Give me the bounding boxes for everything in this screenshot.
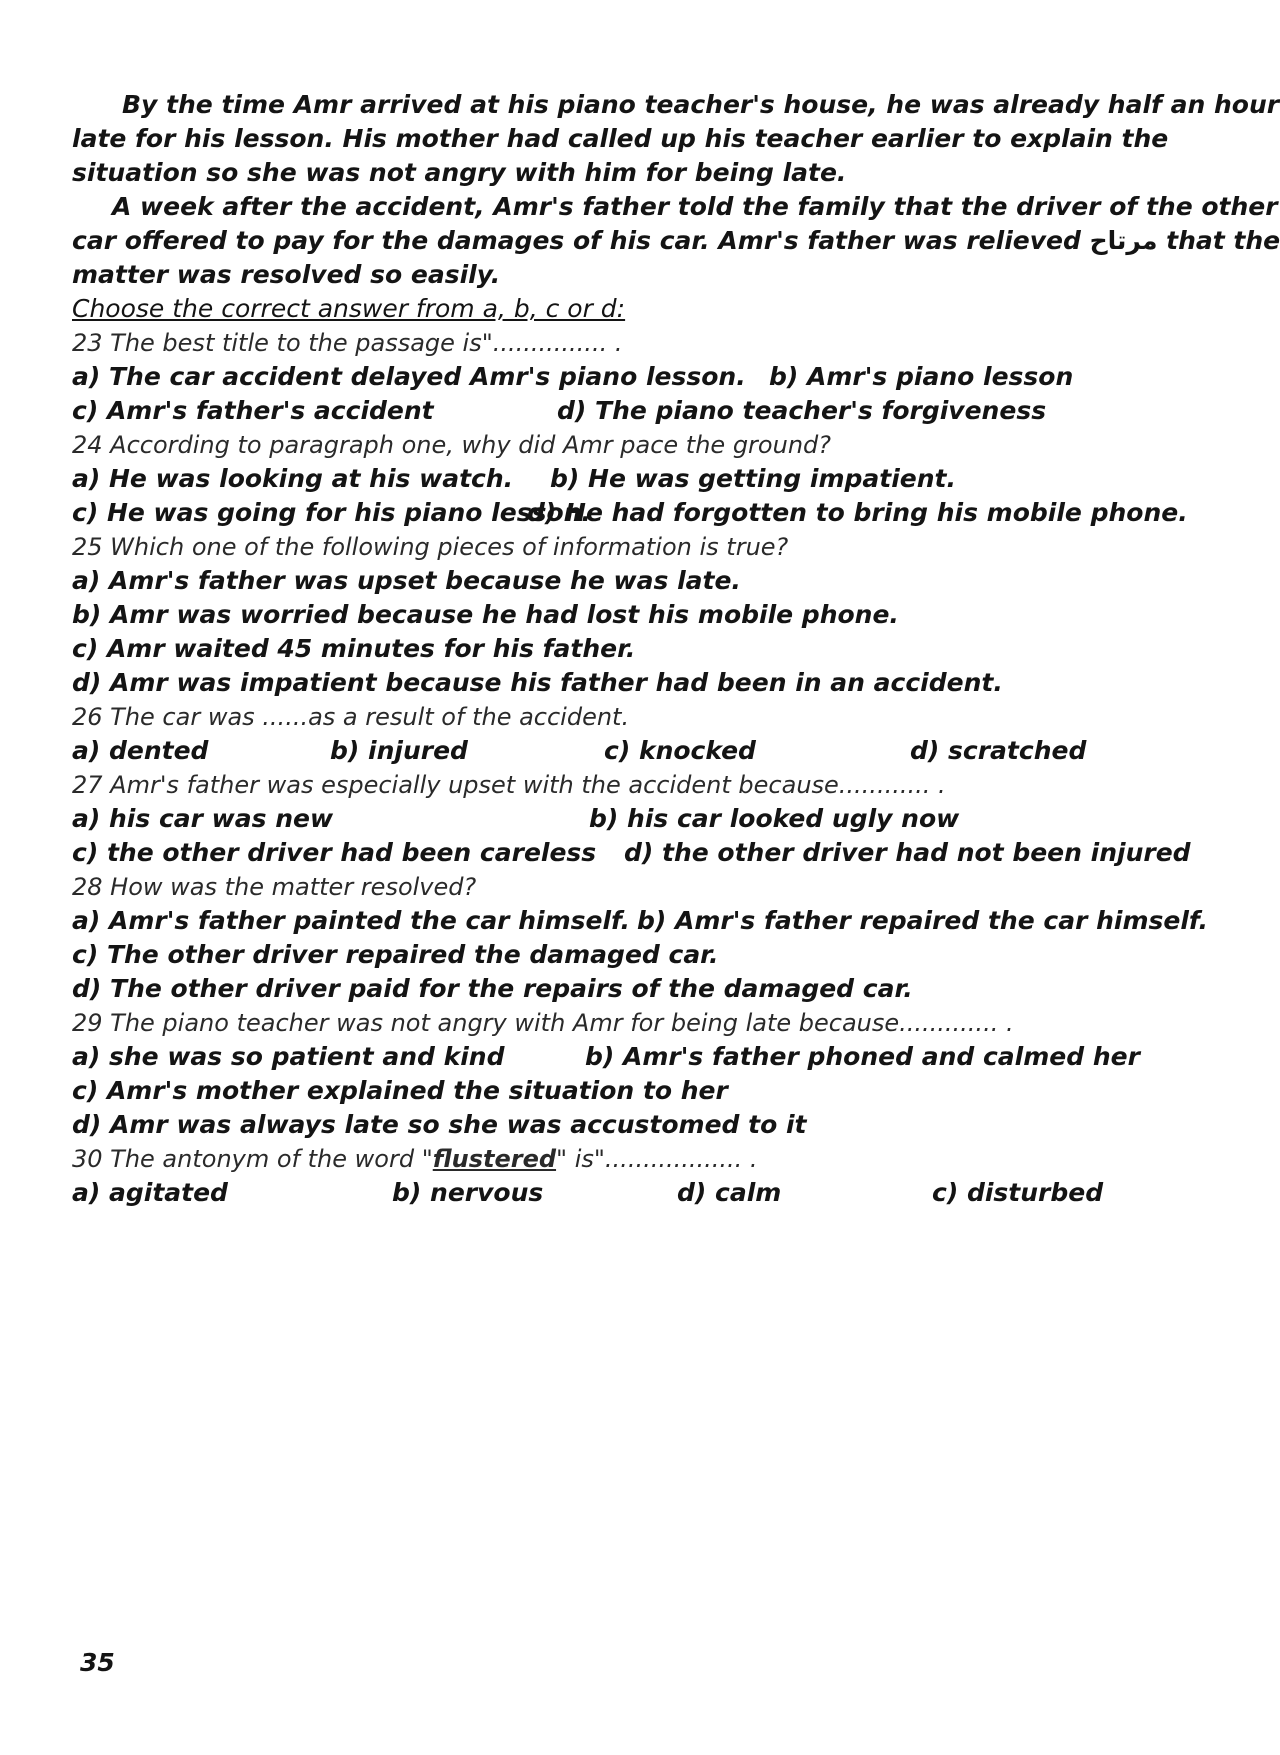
q25-option-d[interactable]: d) Amr was impatient because his father had been in an accident. bbox=[72, 668, 1003, 697]
question-24-options-row2 bbox=[72, 496, 1188, 530]
q28-option-b[interactable]: b) Amr's father repaired the car himself. bbox=[637, 906, 1208, 935]
question-23-stem: 23 The best title to the passage is"............... . bbox=[72, 329, 623, 357]
passage-p2-line3: matter was resolved so easily. bbox=[72, 260, 501, 289]
passage-p2-line2-end: that the bbox=[1166, 226, 1280, 255]
question-29-stem: 29 The piano teacher was not angry with Amr for being late because............. . bbox=[72, 1009, 1014, 1037]
q24-option-b[interactable]: b) He was getting impatient. bbox=[550, 464, 956, 493]
question-26-stem: 26 The car was ......as a result of the accident. bbox=[72, 703, 630, 731]
q25-option-b[interactable]: b) Amr was worried because he had lost his mobile phone. bbox=[72, 600, 899, 629]
q29-option-a[interactable]: a) she was so patient and kind bbox=[72, 1042, 505, 1071]
q26-option-c[interactable]: c) knocked bbox=[604, 736, 756, 765]
q29-option-c[interactable]: c) Amr's mother explained the situation to her bbox=[72, 1076, 728, 1105]
q23-option-b[interactable]: b) Amr's piano lesson bbox=[769, 362, 1074, 391]
question-29-options-row1 bbox=[72, 1040, 1182, 1074]
q23-option-c[interactable]: c) Amr's father's accident bbox=[72, 396, 434, 425]
q30-stem-end: " is".................. . bbox=[556, 1145, 758, 1173]
question-27-options-row2 bbox=[72, 836, 1191, 870]
q30-option-d[interactable]: c) disturbed bbox=[932, 1178, 1104, 1207]
instruction-heading: Choose the correct answer from a, b, c or d: bbox=[72, 294, 626, 323]
q30-keyword: flustered bbox=[432, 1145, 557, 1173]
worksheet-page bbox=[72, 88, 1280, 1210]
question-24-stem: 24 According to paragraph one, why did Amr pace the ground? bbox=[72, 431, 831, 459]
passage-p2-line1: A week after the accident, Amr's father told the family that the driver of the other bbox=[112, 192, 1278, 221]
q27-option-a[interactable]: a) his car was new bbox=[72, 804, 334, 833]
q24-option-c[interactable]: c) He was going for his piano lesson. bbox=[72, 498, 591, 527]
question-27-options-row1 bbox=[72, 802, 1182, 836]
q27-option-c[interactable]: c) the other driver had been careless bbox=[72, 838, 597, 867]
question-28-stem: 28 How was the matter resolved? bbox=[72, 873, 477, 901]
q28-option-c[interactable]: c) The other driver repaired the damaged car. bbox=[72, 940, 719, 969]
q29-option-d[interactable]: d) Amr was always late so she was accustomed to it bbox=[72, 1110, 807, 1139]
question-28-options-row1 bbox=[72, 904, 1208, 938]
passage-p2-line2 bbox=[72, 224, 1280, 258]
question-27-stem: 27 Amr's father was especially upset with the accident because............ . bbox=[72, 771, 946, 799]
q27-option-d[interactable]: d) the other driver had not been injured bbox=[624, 838, 1191, 867]
q28-option-a[interactable]: a) Amr's father painted the car himself. bbox=[72, 906, 631, 935]
q23-option-d[interactable]: d) The piano teacher's forgiveness bbox=[557, 396, 1047, 425]
passage-p1-line1: By the time Amr arrived at his piano teacher's house, he was already half an hour bbox=[122, 90, 1280, 119]
question-30-options-row bbox=[72, 1176, 1182, 1210]
arabic-gloss: مرتاح bbox=[1089, 226, 1158, 255]
q30-option-a[interactable]: a) agitated bbox=[72, 1178, 228, 1207]
q30-option-c[interactable]: d) calm bbox=[677, 1178, 782, 1207]
page-number: 35 bbox=[80, 1648, 115, 1677]
q26-option-a[interactable]: a) dented bbox=[72, 736, 209, 765]
question-24-options-row1 bbox=[72, 462, 1182, 496]
q28-option-d[interactable]: d) The other driver paid for the repairs of the damaged car. bbox=[72, 974, 913, 1003]
q25-option-c[interactable]: c) Amr waited 45 minutes for his father. bbox=[72, 634, 636, 663]
q29-option-b[interactable]: b) Amr's father phoned and calmed her bbox=[585, 1042, 1140, 1071]
q23-option-a[interactable]: a) The car accident delayed Amr's piano lesson. bbox=[72, 362, 746, 391]
question-30-stem bbox=[72, 1142, 1182, 1176]
passage-p1-line3: situation so she was not angry with him for being late. bbox=[72, 158, 847, 187]
q24-option-d[interactable]: d) He had forgotten to bring his mobile phone. bbox=[527, 498, 1188, 527]
passage-p1-line2: late for his lesson. His mother had called up his teacher earlier to explain the bbox=[72, 124, 1169, 153]
q26-option-b[interactable]: b) injured bbox=[330, 736, 468, 765]
question-23-options-row2 bbox=[72, 394, 1182, 428]
passage-p2-line2-text: car offered to pay for the damages of his car. Amr's father was relieved bbox=[72, 226, 1081, 255]
q26-option-d[interactable]: d) scratched bbox=[910, 736, 1087, 765]
question-26-options-row bbox=[72, 734, 1182, 768]
question-25-stem: 25 Which one of the following pieces of information is true? bbox=[72, 533, 789, 561]
q27-option-b[interactable]: b) his car looked ugly now bbox=[589, 804, 960, 833]
question-23-options-row1 bbox=[72, 360, 1182, 394]
q30-stem-start: 30 The antonym of the word " bbox=[72, 1145, 433, 1173]
q24-option-a[interactable]: a) He was looking at his watch. bbox=[72, 464, 514, 493]
q25-option-a[interactable]: a) Amr's father was upset because he was late. bbox=[72, 566, 741, 595]
q30-option-b[interactable]: b) nervous bbox=[392, 1178, 544, 1207]
